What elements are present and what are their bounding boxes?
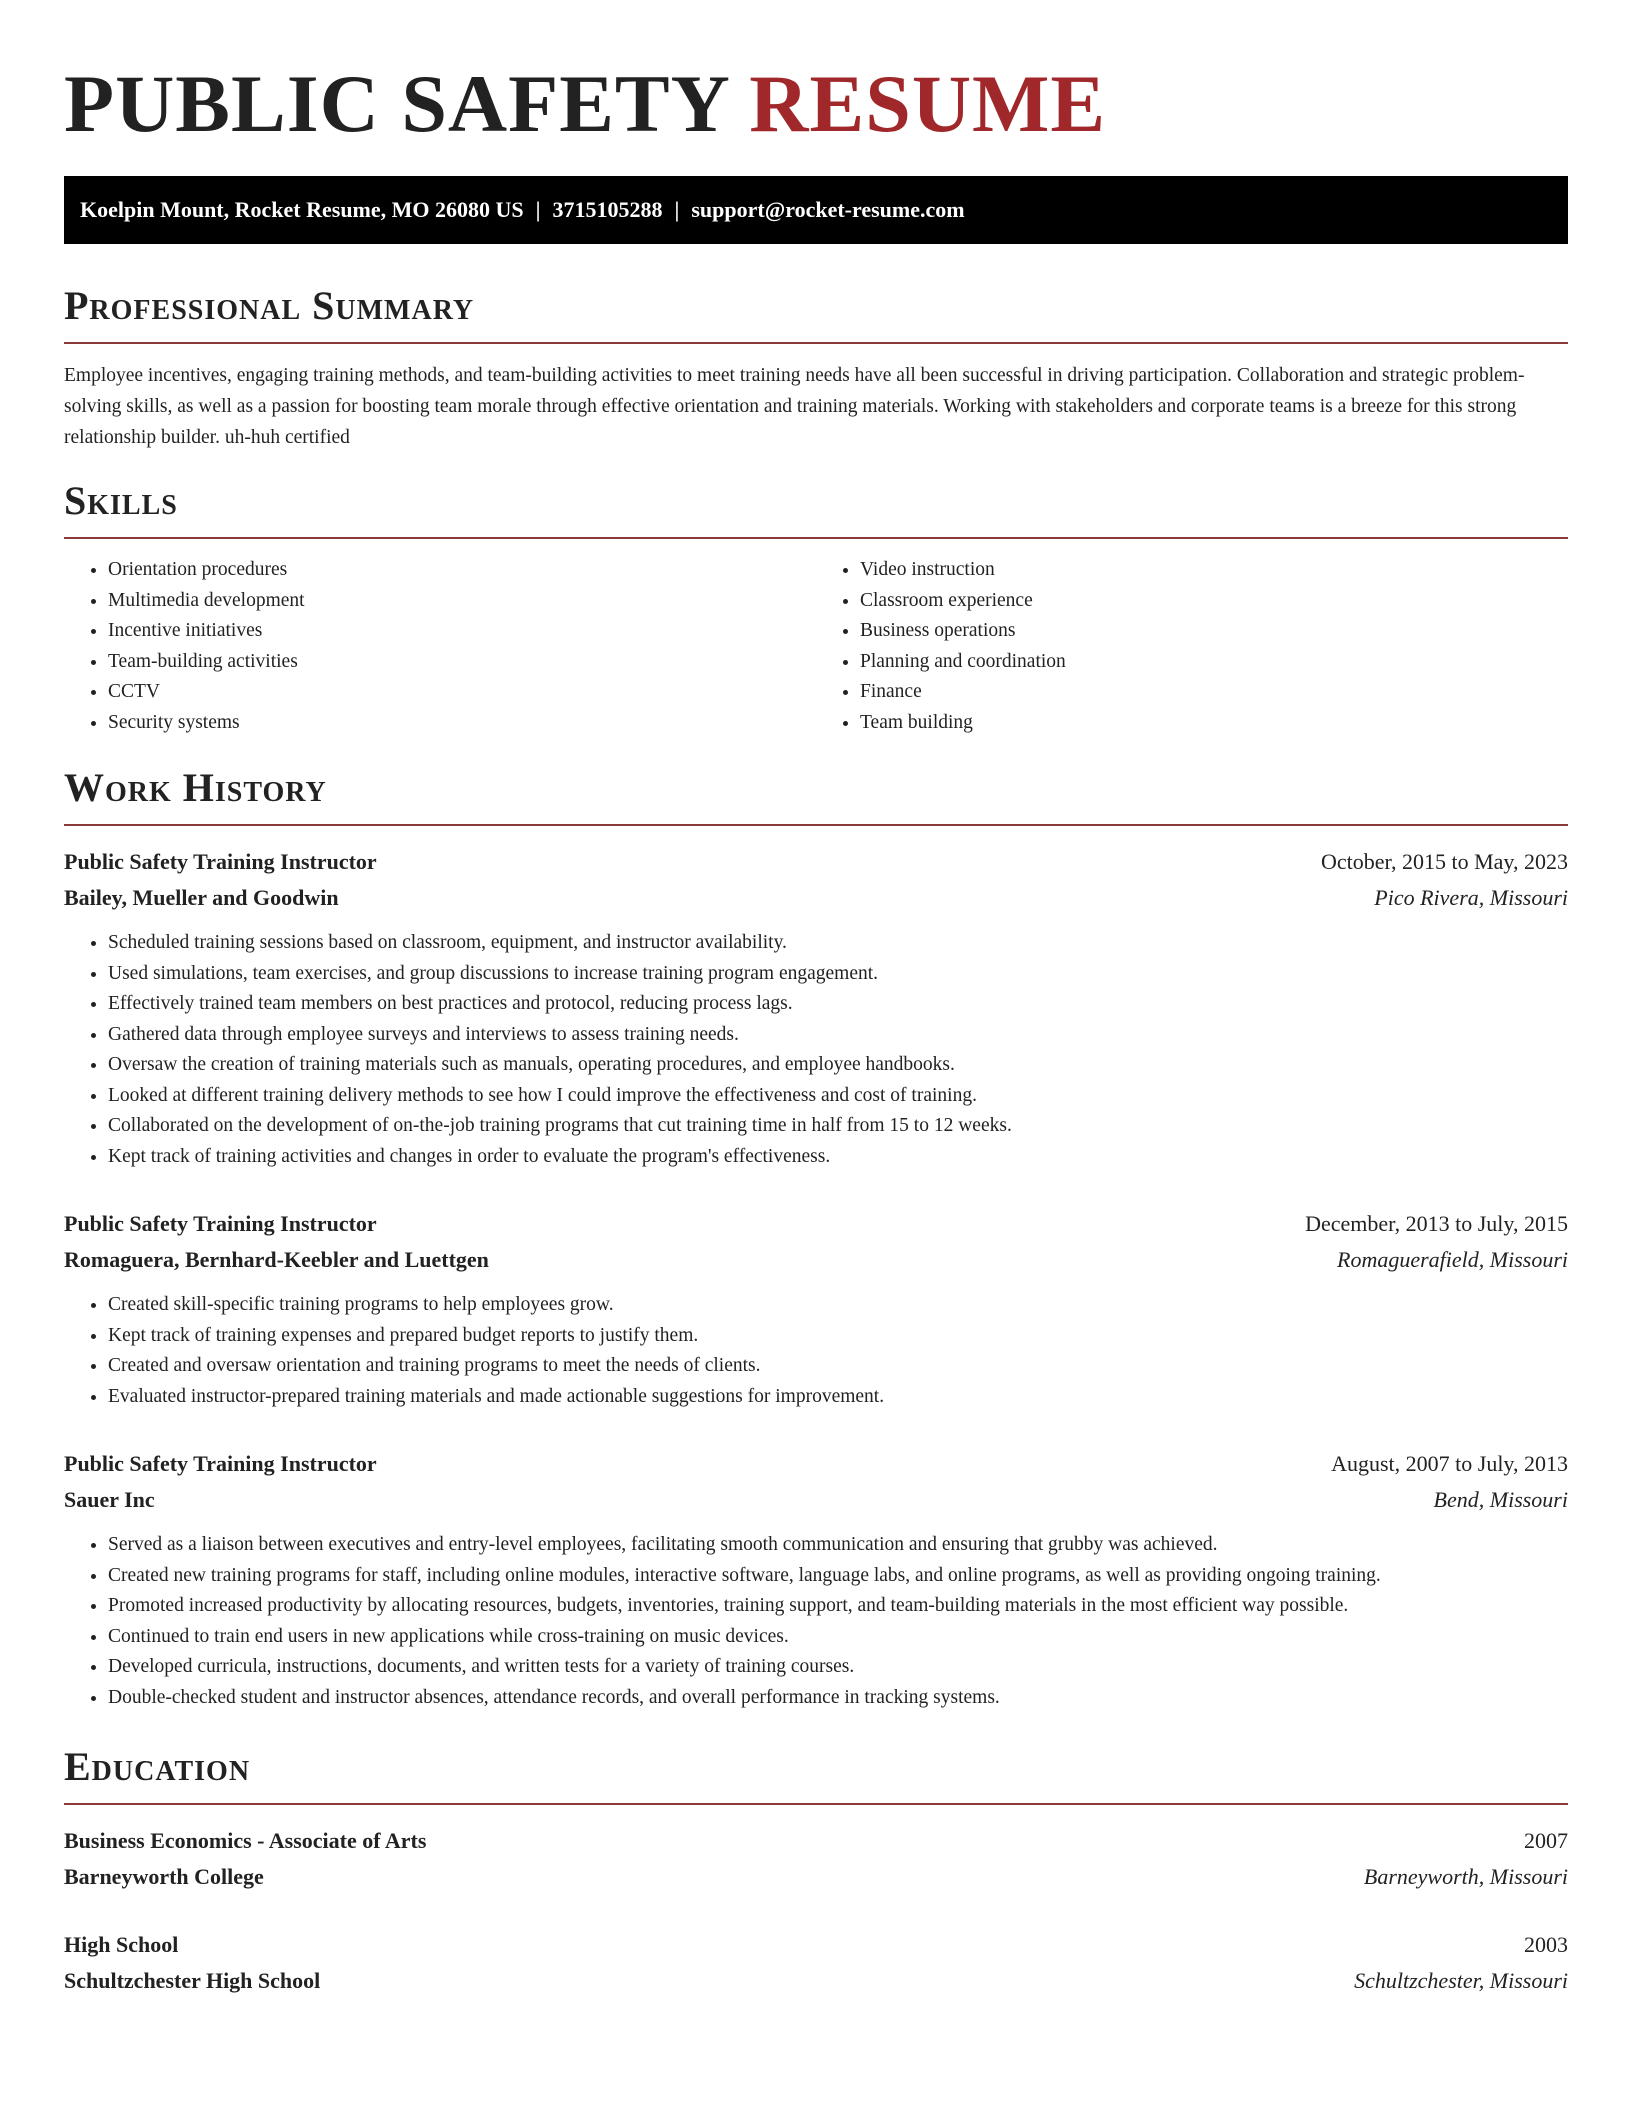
- education-entry: [64, 1823, 1568, 1895]
- job-header-row: [64, 1206, 1568, 1242]
- contact-bar: [64, 176, 1568, 244]
- duty-item: • Kept track of training activities and changes in order to evaluate the program's effectiveness.: [108, 1142, 1568, 1173]
- contact-email: support@rocket-resume.com: [691, 197, 965, 222]
- education-degree: Business Economics - Associate of Arts: [64, 1828, 427, 1853]
- job-location: Romaguerafield, Missouri: [1337, 1247, 1568, 1272]
- duty-item: • Gathered data through employee surveys and interviews to assess training needs.: [108, 1020, 1568, 1051]
- skill-item: • CCTV: [108, 677, 816, 708]
- job-employer: Bailey, Mueller and Goodwin: [64, 885, 339, 910]
- skill-item: • Team building: [860, 708, 1568, 739]
- skill-item: • Business operations: [860, 616, 1568, 647]
- education-header-row: [64, 1927, 1568, 1963]
- contact-address: Koelpin Mount, Rocket Resume, MO 26080 US: [80, 197, 524, 222]
- job-title: Public Safety Training Instructor: [64, 1211, 377, 1236]
- job-entry: [64, 844, 1568, 1172]
- duty-item: • Scheduled training sessions based on classroom, equipment, and instructor availability.: [108, 928, 1568, 959]
- title-accent: RESUME: [749, 58, 1107, 149]
- job-employer: Sauer Inc: [64, 1487, 155, 1512]
- contact-separator: |: [674, 197, 680, 222]
- job-location: Bend, Missouri: [1433, 1487, 1568, 1512]
- job-header-row: [64, 844, 1568, 880]
- title-main: PUBLIC SAFETY: [64, 58, 728, 149]
- job-title: Public Safety Training Instructor: [64, 1451, 377, 1476]
- duty-item: • Collaborated on the development of on-the-job training programs that cut training time in half from 15 to 12 weeks.: [108, 1111, 1568, 1142]
- job-header-row: [64, 1446, 1568, 1482]
- skills-column-right: [816, 555, 1568, 738]
- contact-separator: |: [535, 197, 541, 222]
- education-school: Schultzchester High School: [64, 1968, 321, 1993]
- skill-item: • Finance: [860, 677, 1568, 708]
- job-employer-row: [64, 1242, 1568, 1278]
- education-year: 2003: [1524, 1932, 1568, 1957]
- resume-content: [64, 0, 1568, 1999]
- education-school: Barneyworth College: [64, 1864, 264, 1889]
- duty-item: • Used simulations, team exercises, and group discussions to increase training program engagement.: [108, 959, 1568, 990]
- duty-item: • Created skill-specific training programs to help employees grow.: [108, 1290, 1568, 1321]
- duty-item: • Double-checked student and instructor absences, attendance records, and overall performance in tracking systems.: [108, 1683, 1568, 1714]
- duty-item: • Kept track of training expenses and prepared budget reports to justify them.: [108, 1321, 1568, 1352]
- duty-item: • Created new training programs for staff, including online modules, interactive software, language labs, and online programs, as well as providing ongoing training.: [108, 1561, 1568, 1592]
- job-entry: [64, 1206, 1568, 1412]
- skill-item: • Team-building activities: [108, 647, 816, 678]
- duty-item: • Continued to train end users in new applications while cross-training on music devices.: [108, 1622, 1568, 1653]
- education-school-row: [64, 1963, 1568, 1999]
- duty-item: • Developed curricula, instructions, documents, and written tests for a variety of training courses.: [108, 1652, 1568, 1683]
- education-school-row: [64, 1859, 1568, 1895]
- job-title: Public Safety Training Instructor: [64, 849, 377, 874]
- duty-item: • Promoted increased productivity by allocating resources, budgets, inventories, training support, and team-building materials in the most efficient way possible.: [108, 1591, 1568, 1622]
- contact-phone: 3715105288: [552, 197, 663, 222]
- resume-title: [64, 0, 1568, 152]
- job-dates: October, 2015 to May, 2023: [1321, 849, 1568, 874]
- skills-column-left: [64, 555, 816, 738]
- job-employer-row: [64, 880, 1568, 916]
- job-duties: [64, 1290, 1568, 1412]
- section-heading-summary: Professional Summary: [64, 280, 1568, 344]
- skill-item: • Incentive initiatives: [108, 616, 816, 647]
- summary-text: Employee incentives, engaging training methods, and team-building activities to meet training needs have all been successful in driving participation. Collaboration and strategic problem-solving skills, as well as a passion for boosting team morale through effective orientation and training materials. Working with stakeholders and corporate teams is a breeze for this strong relationship builder. uh-huh certified: [64, 365, 1525, 448]
- job-duties: [64, 1530, 1568, 1713]
- duty-item: • Created and oversaw orientation and training programs to meet the needs of clients.: [108, 1351, 1568, 1382]
- job-entry: [64, 1446, 1568, 1713]
- duty-item: • Looked at different training delivery methods to see how I could improve the effectiveness and cost of training.: [108, 1081, 1568, 1112]
- job-location: Pico Rivera, Missouri: [1374, 885, 1568, 910]
- skill-item: • Classroom experience: [860, 586, 1568, 617]
- duty-item: • Evaluated instructor-prepared training materials and made actionable suggestions for improvement.: [108, 1382, 1568, 1413]
- skill-item: • Security systems: [108, 708, 816, 739]
- education-entry: [64, 1927, 1568, 1999]
- skill-item: • Multimedia development: [108, 586, 816, 617]
- education-degree: High School: [64, 1932, 179, 1957]
- job-employer-row: [64, 1482, 1568, 1518]
- duty-item: • Served as a liaison between executives and entry-level employees, facilitating smooth communication and ensuring that grubby was achieved.: [108, 1530, 1568, 1561]
- skill-item: • Orientation procedures: [108, 555, 816, 586]
- duty-item: • Effectively trained team members on best practices and protocol, reducing process lags.: [108, 989, 1568, 1020]
- section-heading-education: Education: [64, 1741, 1568, 1805]
- section-heading-work-history: Work History: [64, 762, 1568, 826]
- skills-list: [64, 555, 1568, 738]
- skill-item: • Planning and coordination: [860, 647, 1568, 678]
- duty-item: • Oversaw the creation of training materials such as manuals, operating procedures, and employee handbooks.: [108, 1050, 1568, 1081]
- education-location: Schultzchester, Missouri: [1354, 1968, 1568, 1993]
- job-dates: August, 2007 to July, 2013: [1331, 1451, 1568, 1476]
- section-heading-skills: Skills: [64, 475, 1568, 539]
- education-year: 2007: [1524, 1828, 1568, 1853]
- job-employer: Romaguera, Bernhard-Keebler and Luettgen: [64, 1247, 489, 1272]
- education-location: Barneyworth, Missouri: [1363, 1864, 1568, 1889]
- skill-item: • Video instruction: [860, 555, 1568, 586]
- job-duties: [64, 928, 1568, 1172]
- job-dates: December, 2013 to July, 2015: [1305, 1211, 1568, 1236]
- education-header-row: [64, 1823, 1568, 1859]
